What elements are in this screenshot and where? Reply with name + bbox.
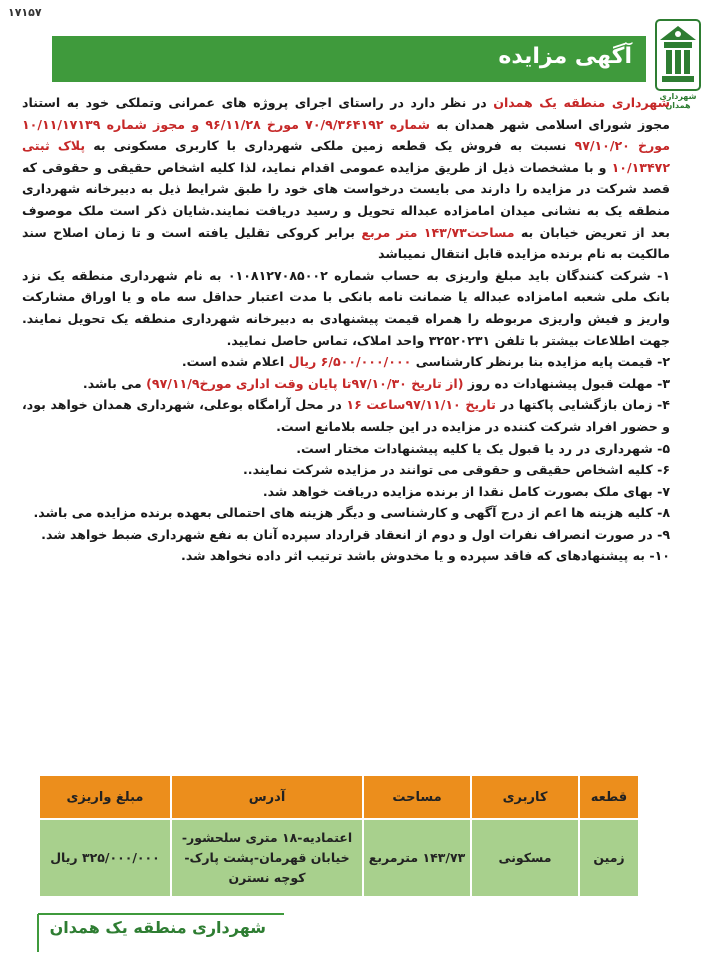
organization-name: شهرداری منطقه یک همدان: [493, 95, 671, 110]
registration-plate: پلاک ثبتی ۱۰/۱۳۴۷۲: [22, 138, 670, 175]
deadline-dates: (از تاریخ ۹۷/۱۰/۳۰تا پایان وقت اداری مورخ۹۷/۱۱/۹): [146, 375, 464, 391]
condition-2: [22, 351, 670, 373]
condition-7: ۷- بهای ملک بصورت کامل نقدا از برنده مزایده دریافت خواهد شد.: [262, 483, 670, 499]
condition-4-text: ۴- زمان بازگشایی پاکتها در: [495, 397, 670, 413]
permit-numbers: شماره ۷۰/۹/۳۶۴۱۹۲ مورخ ۹۶/۱۱/۲۸ و مجوز شماره ۱۰/۱۱/۱۷۱۳۹ مورخ ۹۷/۱۰/۲۰: [22, 116, 670, 154]
table-header-cell: آدرس: [171, 775, 363, 819]
intro-text-4: برابر کروکی تقلیل یافته است و تا زمان اصلاح سند مالکیت به نام برنده مزایده قابل انتقال نمیباشد: [22, 224, 670, 262]
intro-paragraph: [22, 92, 670, 265]
base-price: ۶/۵۰۰/۰۰۰/۰۰۰ ریال: [288, 354, 412, 370]
condition-10: ۱۰- به پیشنهادهای که فاقد سپرده و یا مخدوش باشد ترتیب اثر داده نخواهد شد.: [181, 548, 670, 564]
table-row: [39, 819, 639, 897]
table-header-cell: مساحت: [363, 775, 471, 819]
condition-4-suffix: در محل آرامگاه بوعلی، شهرداری همدان خواهد بود، و حضور افراد شرکت کننده در مزایده در این جلسه بلامانع است.: [22, 397, 670, 434]
table-header-cell: قطعه: [579, 775, 639, 819]
condition-3-text: ۳- مهلت قبول پیشنهادات ده روز: [463, 375, 670, 391]
table-cell-area: ۱۴۳/۷۳ مترمربع: [363, 819, 471, 897]
page-title: آگهی مزایده: [498, 44, 632, 69]
table-cell-deposit: ۳۲۵/۰۰۰/۰۰۰ ریال: [39, 819, 171, 897]
table-header-cell: مبلغ واریزی: [39, 775, 171, 819]
condition-3-suffix: می باشد.: [82, 375, 147, 391]
logo-caption: شهرداری همدان: [659, 92, 697, 110]
table-cell-usage: مسکونی: [471, 819, 579, 897]
land-area: مساحت۱۴۳/۷۳ متر مربع: [361, 224, 515, 240]
condition-9: ۹- در صورت انصراف نفرات اول و دوم از انعقاد قرارداد سپرده آنان به نفع شهرداری ضبط خواهد شد.: [41, 526, 670, 542]
intro-text-2: نسبت به فروش یک قطعه زمین ملکی شهرداری با کاربری مسکونی به: [85, 138, 575, 154]
opening-date: تاریخ ۹۷/۱۱/۱۰ساعت ۱۶: [346, 397, 496, 413]
condition-2-suffix: اعلام شده است.: [181, 354, 289, 370]
intro-text-1: در نظر دارد در راستای اجرای پروژه های عمرانی وتملکی خود به استناد مجوز شورای اسلامی شهر همدان به: [22, 95, 670, 132]
document-number: ۱۷۱۵۷: [8, 6, 42, 19]
condition-2-text: ۲- قیمت پایه مزایده بنا برنظر کارشناسی: [411, 354, 670, 370]
footer-organization-name: شهرداری منطقه یک همدان: [49, 918, 266, 937]
condition-8: ۸- کلیه هزینه ها اعم از درج آگهی و کارشناسی و دیگر هزینه های احتمالی بعهده برنده مزایده می باشد.: [33, 505, 670, 521]
table-cell-parcel: زمین: [579, 819, 639, 897]
property-info-table: [38, 774, 640, 898]
condition-1: ۱- شرکت کنندگان باید مبلغ واریزی به حساب شماره ۰۱۰۸۱۲۷۰۸۵۰۰۲ به نام شهرداری منطقه یک نزد بانک ملی شعبه امامزاده عبداله یا ضمانت نامه بانکی با مدت اعتبار حداقل سه ماه و یا اوراق مشارکت واریز و فیش واریزی مربوطه را همراه قیمت پیشنهادی به دبیرخانه شهرداری منطقه یک تحویل نمایند. جهت اطلاعات بیشتر با تلفن ۳۲۵۲۰۲۳۱ واحد املاک، تماس حاصل نمایید.: [22, 267, 670, 348]
condition-3: [22, 373, 670, 395]
condition-6: ۶- کلیه اشخاص حقیقی و حقوقی می توانند در مزایده شرکت نمایند..: [243, 462, 670, 478]
property-table: [38, 774, 640, 898]
condition-4: [22, 394, 670, 437]
intro-text-3: و با مشخصات ذیل از طریق مزایده عمومی اقدام نماید، لذا کلیه اشخاص حقیقی و حقوقی که قصد شرکت در مزایده را دارند می بایست درخواست های خود را طبق شرایط ذیل به دبیرخانه شهرداری منطقه یک به نشانی میدان امامزاده عبداله تحویل و رسید دریافت نمایند.شایان ذکر است ملک موصوف بعد از تعریض خیابان به: [22, 159, 671, 240]
table-cell-address: اعتمادیه-۱۸ متری سلحشور-خیابان قهرمان-پشت پارک-کوچه نسترن: [171, 819, 363, 897]
announcement-body: [22, 92, 670, 567]
table-header-row: [39, 775, 639, 819]
table-header-cell: کاربری: [471, 775, 579, 819]
condition-5: ۵- شهرداری در رد یا قبول یک یا کلیه پیشنهادات مختار است.: [296, 440, 670, 456]
header-bar: [52, 36, 646, 82]
